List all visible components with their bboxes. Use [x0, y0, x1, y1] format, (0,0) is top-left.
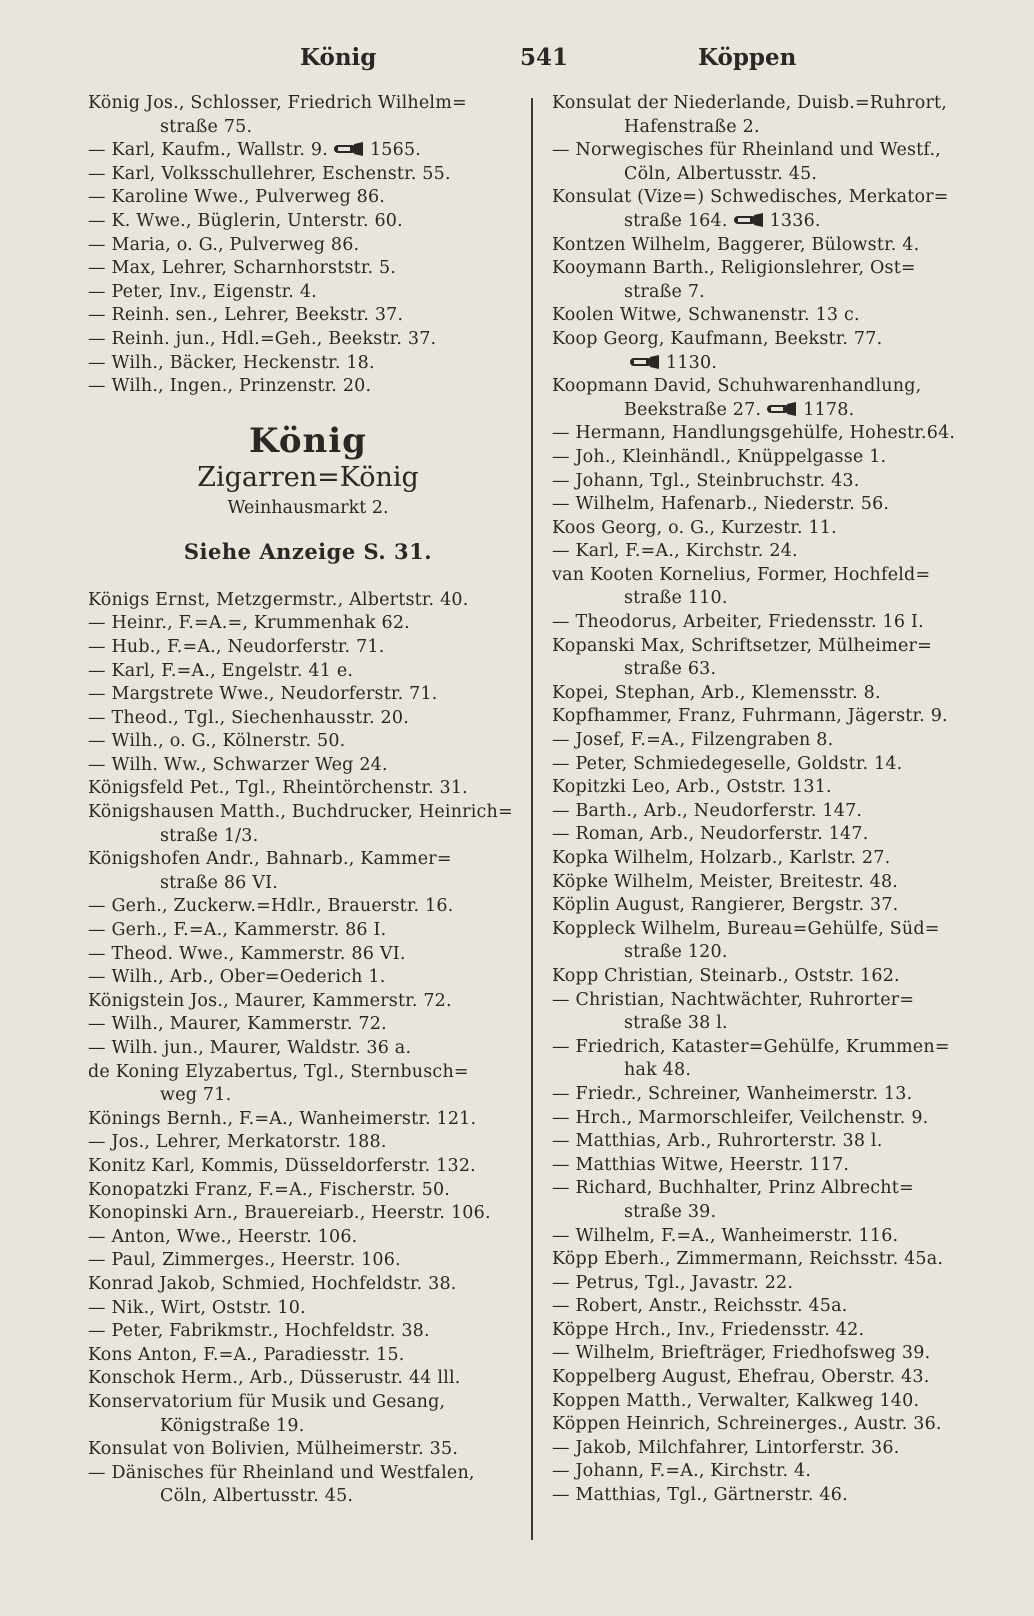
entry-text: — Peter, Fabrikmstr., Hochfeldstr. 38. — [88, 1321, 430, 1342]
directory-entry-line — [88, 1367, 528, 1391]
entry-text: — Matthias Witwe, Heerstr. 117. — [552, 1154, 850, 1175]
directory-entry-line — [88, 919, 528, 943]
entry-text: — Karoline Wwe., Pulverweg 86. — [88, 187, 386, 208]
entry-text: — Richard, Buchhalter, Prinz Albrecht= — [552, 1178, 914, 1199]
entry-text: Königs Ernst, Metzgermstr., Albertstr. 40. — [88, 589, 469, 610]
directory-entry-line — [552, 281, 984, 305]
entry-text: Koppen Matth., Verwalter, Kalkweg 140. — [552, 1390, 920, 1411]
ad-address: Weinhausmarkt 2. — [227, 497, 389, 518]
entry-text: Königshofen Andr., Bahnarb., Kammer= — [88, 849, 452, 870]
directory-entry-line — [88, 730, 528, 754]
directory-entry-line — [88, 895, 528, 919]
directory-entry-line — [552, 564, 984, 588]
entry-text: — Wilh. Ww., Schwarzer Weg 24. — [88, 754, 388, 775]
directory-entry-line — [88, 281, 528, 305]
directory-entry-line — [88, 1155, 528, 1179]
entry-text: Hafenstraße 2. — [624, 116, 760, 137]
entry-text: Königsfeld Pet., Tgl., Rheintörchenstr. 31. — [88, 778, 468, 799]
directory-entry-line — [88, 1320, 528, 1344]
entry-text: — K. Wwe., Büglerin, Unterstr. 60. — [88, 210, 403, 231]
directory-entry-line — [552, 847, 984, 871]
entry-text: — Friedrich, Kataster=Gehülfe, Krummen= — [552, 1036, 950, 1057]
entry-text: — Friedr., Schreiner, Wanheimerstr. 13. — [552, 1083, 913, 1104]
entry-text: — Roman, Arb., Neudorferstr. 147. — [552, 824, 869, 845]
entry-text: Köpp Eberh., Zimmermann, Reichsstr. 45a. — [552, 1249, 944, 1270]
entry-text: straße 63. — [624, 659, 717, 680]
directory-entry-line — [552, 729, 984, 753]
directory-entry-line — [552, 1225, 984, 1249]
left-column — [88, 92, 528, 1509]
entry-text: straße 1/3. — [160, 825, 259, 846]
entry-text: — Wilhelm, Briefträger, Friedhofsweg 39. — [552, 1343, 931, 1364]
directory-entry-line — [552, 1342, 984, 1366]
directory-entry-line — [88, 116, 528, 140]
directory-entry-line — [88, 1391, 528, 1415]
directory-entry-line — [88, 1344, 528, 1368]
entry-text: Konitz Karl, Kommis, Düsseldorferstr. 132. — [88, 1155, 476, 1176]
directory-entry-line — [552, 163, 984, 187]
entry-text: straße 120. — [624, 942, 728, 963]
directory-entry-line — [88, 636, 528, 660]
header-right-keyword: Köppen — [698, 44, 797, 71]
entry-text: — Peter, Inv., Eigenstr. 4. — [88, 281, 317, 302]
directory-entry-line — [552, 1437, 984, 1461]
directory-entry-line — [552, 92, 984, 116]
entry-text: de Koning Elyzabertus, Tgl., Sternbusch= — [88, 1061, 469, 1082]
entry-text: Kopei, Stephan, Arb., Klemensstr. 8. — [552, 682, 881, 703]
directory-entry-line — [88, 1249, 528, 1273]
directory-entry-line — [552, 1319, 984, 1343]
entry-text: — Reinh. sen., Lehrer, Beekstr. 37. — [88, 305, 404, 326]
entry-text: Köplin August, Rangierer, Bergstr. 37. — [552, 895, 899, 916]
entry-text: straße 39. — [624, 1201, 717, 1222]
right-column — [552, 92, 984, 1508]
directory-entry-line — [88, 825, 528, 849]
entry-text: — Barth., Arb., Neudorferstr. 147. — [552, 800, 863, 821]
entry-text: — Anton, Wwe., Heerstr. 106. — [88, 1226, 358, 1247]
directory-entry-line — [552, 753, 984, 777]
directory-entry-line — [88, 754, 528, 778]
entry-text: — Wilhelm, Hafenarb., Niederstr. 56. — [552, 494, 890, 515]
directory-entry-line — [552, 328, 984, 352]
telephone-number: 1130. — [666, 352, 718, 373]
entry-text: — Wilh., Arb., Ober=Oederich 1. — [88, 967, 386, 988]
entry-text: weg 71. — [160, 1085, 232, 1106]
entry-text: Koppleck Wilhelm, Bureau=Gehülfe, Süd= — [552, 918, 940, 939]
directory-entry-line — [88, 612, 528, 636]
entry-text: Kopka Wilhelm, Holzarb., Karlstr. 27. — [552, 848, 891, 868]
entry-text: Köppe Hrch., Inv., Friedensstr. 42. — [552, 1319, 865, 1340]
directory-entry-line — [552, 1083, 984, 1107]
directory-entry-line — [88, 92, 528, 116]
entry-text: — Max, Lehrer, Scharnhorststr. 5. — [88, 258, 397, 279]
directory-entry-line — [552, 705, 984, 729]
directory-entry-line — [88, 1084, 528, 1108]
entry-text: Königstraße 19. — [160, 1415, 305, 1436]
entry-text: Kontzen Wilhelm, Baggerer, Bülowstr. 4. — [552, 234, 920, 255]
entry-text: — Norwegisches für Rheinland und Westf., — [552, 140, 941, 161]
column-divider — [531, 98, 533, 1540]
left-entries-bottom — [88, 589, 528, 1509]
directory-entry-line — [552, 635, 984, 659]
directory-entry-line — [552, 965, 984, 989]
entry-text: — Gerh., Zuckerw.=Hdlr., Brauerstr. 16. — [88, 896, 454, 917]
directory-entry-line — [88, 1037, 528, 1061]
entry-text: — Wilh., Bäcker, Heckenstr. 18. — [88, 352, 375, 373]
entry-text: Köppen Heinrich, Schreinerges., Austr. 36. — [552, 1414, 942, 1435]
directory-entry-line — [88, 1485, 528, 1509]
directory-entry-line — [552, 1036, 984, 1060]
directory-entry-line — [552, 1107, 984, 1131]
entry-text: — Matthias, Arb., Ruhrorterstr. 38 l. — [552, 1131, 883, 1152]
entry-text: straße 164. — [624, 210, 728, 231]
entry-text: — Jakob, Milchfahrer, Lintorferstr. 36. — [552, 1437, 900, 1458]
entry-text: — Dänisches für Rheinland und Westfalen, — [88, 1462, 475, 1483]
directory-entry-line — [552, 989, 984, 1013]
entry-text: Konopinski Arn., Brauereiarb., Heerstr. 106. — [88, 1203, 491, 1224]
entry-text: — Karl, F.=A., Engelstr. 41 e. — [88, 660, 354, 681]
directory-entry-line — [552, 1248, 984, 1272]
entry-text: Könings Bernh., F.=A., Wanheimerstr. 121. — [88, 1108, 477, 1129]
directory-entry-line — [552, 470, 984, 494]
directory-entry-line — [88, 943, 528, 967]
entry-text: — Johann, Tgl., Steinbruchstr. 43. — [552, 470, 860, 491]
entry-text: Konopatzki Franz, F.=A., Fischerstr. 50. — [88, 1179, 451, 1200]
directory-entry-line — [88, 139, 528, 163]
entry-text: — Hermann, Handlungsgehülfe, Hohestr.64. — [552, 423, 956, 444]
entry-text: Koop Georg, Kaufmann, Beekstr. 77. — [552, 328, 883, 349]
directory-entry-line — [552, 1154, 984, 1178]
entry-text: — Hub., F.=A., Neudorferstr. 71. — [88, 636, 385, 657]
telephone-icon — [765, 402, 799, 416]
entry-text: van Kooten Kornelius, Former, Hochfeld= — [552, 564, 931, 585]
directory-entry-line — [88, 1462, 528, 1486]
entry-text: — Matthias, Tgl., Gärtnerstr. 46. — [552, 1485, 848, 1506]
directory-entry-line — [552, 1366, 984, 1390]
entry-text: — Petrus, Tgl., Javastr. 22. — [552, 1272, 794, 1293]
directory-entry-line — [552, 399, 984, 423]
directory-entry-line — [88, 1131, 528, 1155]
entry-text: Cöln, Albertusstr. 45. — [160, 1486, 354, 1507]
entry-text: Kopfhammer, Franz, Fuhrmann, Jägerstr. 9. — [552, 706, 948, 727]
directory-entry-line — [552, 1177, 984, 1201]
directory-entry-line — [88, 304, 528, 328]
entry-text: — Peter, Schmiedegeselle, Goldstr. 14. — [552, 753, 903, 774]
directory-entry-line — [88, 1179, 528, 1203]
header-left-keyword: König — [300, 44, 377, 71]
advertisement-box — [88, 399, 528, 567]
directory-entry-line — [88, 210, 528, 234]
entry-text: Kopitzki Leo, Arb., Oststr. 131. — [552, 777, 832, 798]
directory-entry-line — [88, 257, 528, 281]
entry-text: Kopanski Max, Schriftsetzer, Mülheimer= — [552, 635, 932, 656]
entry-text: straße 86 VI. — [160, 872, 278, 893]
directory-entry-line — [88, 777, 528, 801]
directory-entry-line — [552, 139, 984, 163]
directory-entry-line — [552, 658, 984, 682]
ad-subtitle: Zigarren=König — [197, 461, 419, 493]
directory-entry-line — [552, 257, 984, 281]
entry-text: Cöln, Albertusstr. 45. — [624, 163, 818, 184]
entry-text: — Wilh. jun., Maurer, Waldstr. 36 a. — [88, 1038, 412, 1058]
entry-text: straße 110. — [624, 588, 728, 609]
directory-entry-line — [552, 540, 984, 564]
ad-reference: Siehe Anzeige S. 31. — [183, 538, 433, 564]
directory-entry-line — [88, 186, 528, 210]
telephone-number: 1565. — [369, 140, 422, 161]
entry-text: — Theod. Wwe., Kammerstr. 86 VI. — [88, 943, 406, 964]
entry-text: Koopmann David, Schuhwarenhandlung, — [552, 376, 922, 397]
directory-entry-line — [88, 848, 528, 872]
directory-entry-line — [552, 894, 984, 918]
entry-text: — Reinh. jun., Hdl.=Geh., Beekstr. 37. — [88, 328, 437, 349]
entry-text: — Gerh., F.=A., Kammerstr. 86 I. — [88, 920, 387, 941]
entry-text: — Wilh., Maurer, Kammerstr. 72. — [88, 1014, 387, 1035]
directory-entry-line — [552, 304, 984, 328]
directory-entry-line — [552, 611, 984, 635]
directory-entry-line — [88, 328, 528, 352]
directory-entry-line — [552, 186, 984, 210]
directory-entry-line — [552, 871, 984, 895]
entry-text: — Robert, Anstr., Reichsstr. 45a. — [552, 1296, 848, 1317]
directory-entry-line — [552, 1059, 984, 1083]
directory-entry-line — [88, 966, 528, 990]
telephone-icon — [332, 142, 366, 156]
directory-entry-line — [552, 116, 984, 140]
entry-text: Königshausen Matth., Buchdrucker, Heinrich= — [88, 802, 513, 823]
telephone-icon — [628, 355, 662, 369]
directory-entry-line — [552, 941, 984, 965]
directory-entry-line — [552, 823, 984, 847]
entry-text: — Wilh., o. G., Kölnerstr. 50. — [88, 731, 346, 752]
directory-entry-line — [88, 352, 528, 376]
entry-text: — Christian, Nachtwächter, Ruhrorter= — [552, 989, 915, 1010]
directory-entry-line — [552, 1390, 984, 1414]
entry-text: — Hrch., Marmorschleifer, Veilchenstr. 9. — [552, 1107, 929, 1128]
ad-name: König — [249, 420, 367, 461]
entry-text: Konsulat der Niederlande, Duisb.=Ruhrort, — [552, 93, 948, 113]
entry-text: — Maria, o. G., Pulverweg 86. — [88, 234, 360, 255]
entry-text: — Wilh., Ingen., Prinzenstr. 20. — [88, 376, 372, 397]
entry-text: — Theodorus, Arbeiter, Friedensstr. 16 I. — [552, 612, 924, 633]
directory-entry-line — [552, 234, 984, 258]
entry-text: — Karl, F.=A., Kirchstr. 24. — [552, 541, 798, 562]
entry-text: — Theod., Tgl., Siechenhausstr. 20. — [88, 707, 409, 728]
directory-entry-line — [88, 990, 528, 1014]
entry-text: Kooymann Barth., Religionslehrer, Ost= — [552, 258, 916, 279]
directory-entry-line — [88, 707, 528, 731]
entry-text: straße 7. — [624, 281, 705, 302]
entry-text: — Paul, Zimmerges., Heerstr. 106. — [88, 1250, 401, 1271]
entry-text: Konsulat (Vize=) Schwedisches, Merkator= — [552, 187, 949, 208]
directory-entry-line — [552, 1201, 984, 1225]
entry-text: Kons Anton, F.=A., Paradiesstr. 15. — [88, 1344, 405, 1365]
directory-entry-line — [88, 234, 528, 258]
entry-text: — Jos., Lehrer, Merkatorstr. 188. — [88, 1132, 387, 1153]
entry-text: Königstein Jos., Maurer, Kammerstr. 72. — [88, 990, 452, 1011]
entry-text: — Wilhelm, F.=A., Wanheimerstr. 116. — [552, 1225, 899, 1246]
directory-entry-line — [88, 1061, 528, 1085]
directory-entry-line — [552, 800, 984, 824]
directory-entry-line — [552, 446, 984, 470]
entry-text: hak 48. — [624, 1060, 692, 1081]
directory-entry-line — [552, 1130, 984, 1154]
telephone-number: 1336. — [769, 210, 821, 231]
entry-text: Konrad Jakob, Schmied, Hochfeldstr. 38. — [88, 1273, 457, 1294]
directory-entry-line — [552, 918, 984, 942]
directory-entry-line — [88, 1273, 528, 1297]
entry-text: — Heinr., F.=A.=, Krummenhak 62. — [88, 613, 410, 634]
directory-entry-line — [552, 587, 984, 611]
directory-entry-line — [88, 1013, 528, 1037]
directory-entry-line — [88, 163, 528, 187]
directory-entry-line — [88, 660, 528, 684]
directory-entry-line — [552, 1484, 984, 1508]
entry-text: Koos Georg, o. G., Kurzestr. 11. — [552, 517, 837, 538]
entry-text: straße 75. — [160, 116, 253, 137]
page-header — [0, 44, 1034, 80]
directory-entry-line — [552, 375, 984, 399]
directory-entry-line — [88, 1438, 528, 1462]
entry-text: Köpke Wilhelm, Meister, Breitestr. 48. — [552, 871, 899, 892]
entry-text: König Jos., Schlosser, Friedrich Wilhelm= — [88, 93, 467, 113]
directory-entry-line — [552, 776, 984, 800]
directory-entry-line — [552, 493, 984, 517]
entry-text: — Joh., Kleinhändl., Knüppelgasse 1. — [552, 446, 887, 467]
entry-text: Koppelberg August, Ehefrau, Oberstr. 43. — [552, 1367, 930, 1388]
directory-entry-line — [88, 1108, 528, 1132]
entry-text: — Josef, F.=A., Filzengraben 8. — [552, 730, 834, 751]
entry-text: — Margstrete Wwe., Neudorferstr. 71. — [88, 684, 438, 705]
directory-entry-line — [88, 1202, 528, 1226]
entry-text: — Karl, Kaufm., Wallstr. 9. — [88, 140, 328, 161]
directory-entry-line — [88, 1226, 528, 1250]
entry-text: Konsulat von Bolivien, Mülheimerstr. 35. — [88, 1439, 459, 1460]
directory-entry-line — [552, 1295, 984, 1319]
directory-entry-line — [88, 1297, 528, 1321]
entry-text: — Nik., Wirt, Oststr. 10. — [88, 1297, 306, 1318]
entry-text: Konschok Herm., Arb., Düsserustr. 44 lll. — [88, 1368, 461, 1389]
right-entries — [552, 92, 984, 1508]
directory-entry-line — [552, 1413, 984, 1437]
directory-entry-line — [552, 1012, 984, 1036]
directory-entry-line — [552, 422, 984, 446]
directory-entry-line — [552, 517, 984, 541]
entry-text: Konservatorium für Musik und Gesang, — [88, 1391, 446, 1412]
directory-entry-line — [552, 210, 984, 234]
directory-entry-line — [88, 375, 528, 399]
entry-text: Beekstraße 27. — [624, 399, 762, 420]
entry-text: Koolen Witwe, Schwanenstr. 13 c. — [552, 305, 860, 326]
directory-entry-line — [552, 352, 984, 376]
entry-text: straße 38 l. — [624, 1013, 728, 1034]
directory-entry-line — [88, 801, 528, 825]
page-number: 541 — [520, 44, 569, 71]
directory-entry-line — [88, 589, 528, 613]
directory-entry-line — [88, 872, 528, 896]
entry-text: Kopp Christian, Steinarb., Oststr. 162. — [552, 965, 900, 986]
directory-entry-line — [88, 683, 528, 707]
entry-text: — Johann, F.=A., Kirchstr. 4. — [552, 1461, 812, 1482]
entry-text: — Karl, Volksschullehrer, Eschenstr. 55. — [88, 163, 451, 184]
directory-entry-line — [552, 1272, 984, 1296]
directory-entry-line — [88, 1415, 528, 1439]
telephone-icon — [732, 213, 766, 227]
left-entries-top — [88, 92, 528, 399]
directory-entry-line — [552, 682, 984, 706]
telephone-number: 1178. — [803, 399, 855, 420]
directory-entry-line — [552, 1460, 984, 1484]
